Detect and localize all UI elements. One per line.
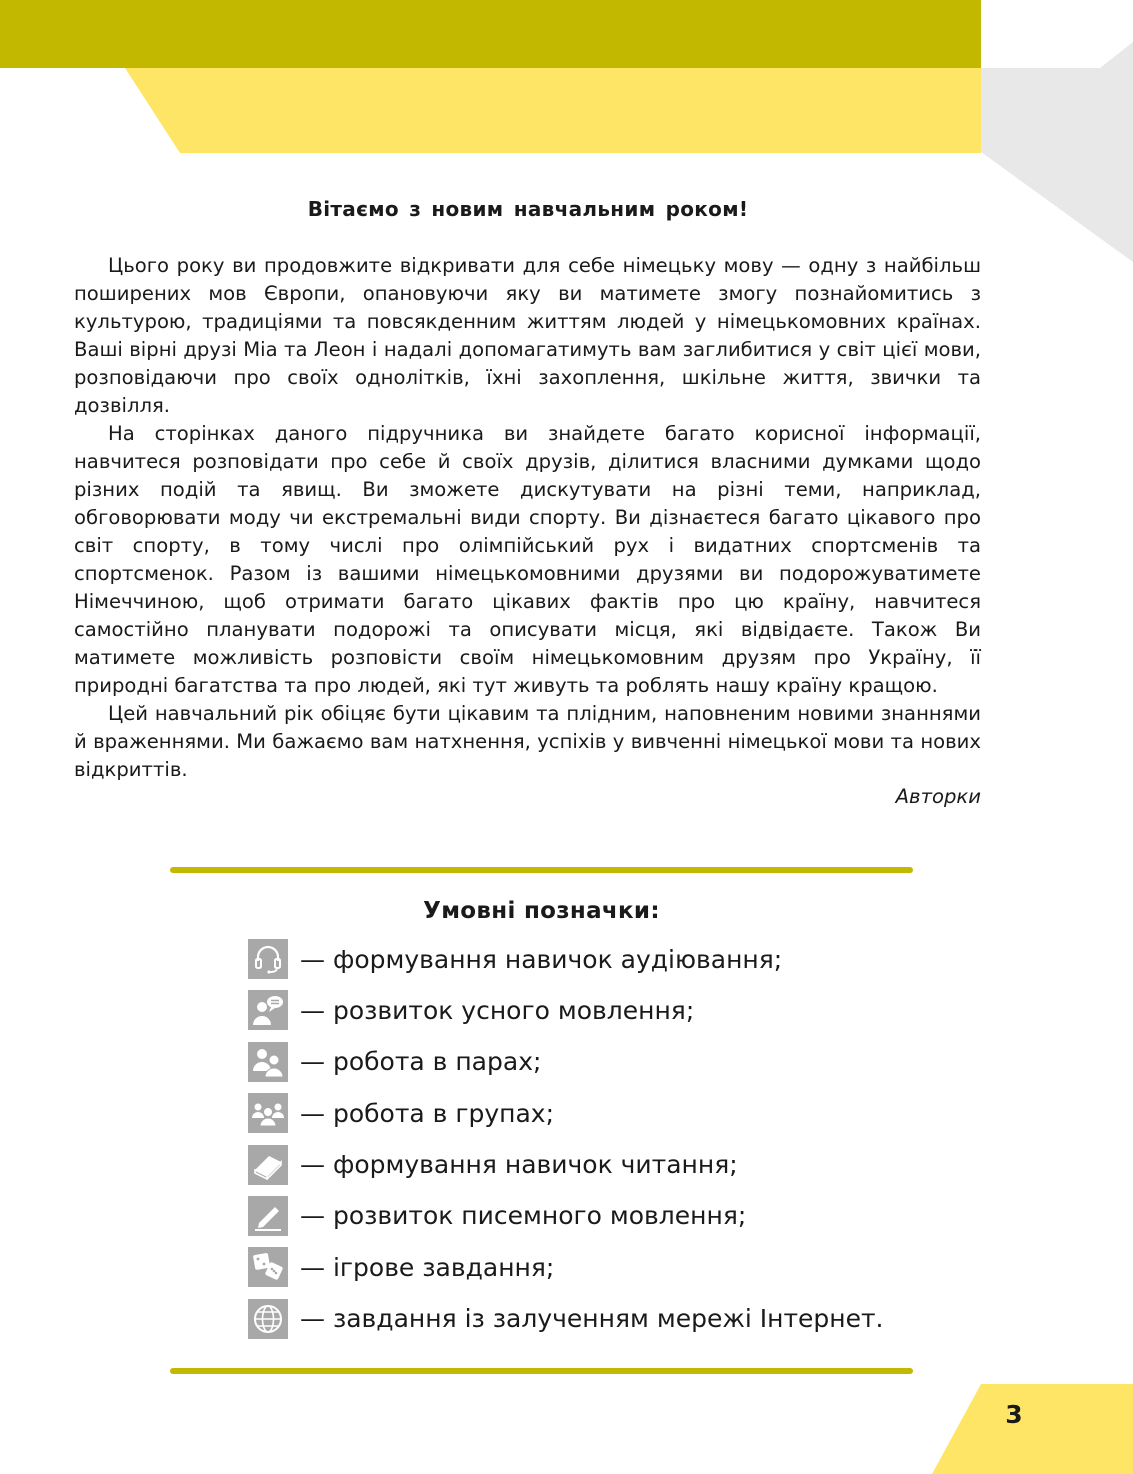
legend-label: — формування навичок аудіювання; — [300, 944, 783, 974]
legend-label: — робота в парах; — [300, 1047, 542, 1077]
letter-paragraph: На сторінках даного підручника ви знайдете багато корисної інформації, навчитеся розповідати про себе й своїх друзів, ділитися власними думками щодо різних подій та явищ. Ви зможете дискутувати на різні теми, наприклад, обговорювати моду чи екстремальні види спорту. Ви дізнаєтеся багато цікавого про світ спорту, в тому числі про олімпійський рух і видатних спортсменів та спортсменок. Разом із вашими німецькомовними друзями ви подорожуватимете Німеччиною, щоб отримати багато цікавих фактів про цю країну, навчитеся самостійно планувати подорожі та описувати місця, які відвідаєте. Також Ви матимете можливість розповісти своїм німецькомовним друзям про Україну, її природні багатства та про людей, які тут живуть та роблять нашу країну кращою. — [74, 422, 981, 697]
legend-label: — завдання із залученням мережі Інтернет. — [300, 1304, 884, 1334]
legend-label: — розвиток усного мовлення; — [300, 995, 695, 1025]
letter-paragraph: Цей навчальний рік обіцяє бути цікавим та плідним, наповненим новими знаннями й враженнями. Ми бажаємо вам натхнення, успіхів у вивченні німецької мови та нових відкриттів. — [74, 702, 981, 781]
legend-label: — формування навичок читання; — [300, 1150, 738, 1180]
legend-label: — робота в групах; — [300, 1098, 555, 1128]
legend-label: — розвиток писемного мовлення; — [300, 1201, 747, 1231]
legend-title: Умовні позначки: — [423, 898, 660, 924]
page-number: 3 — [1005, 1400, 1023, 1429]
legend-label: — ігрове завдання; — [300, 1252, 555, 1282]
greeting-title: Вітаємо з новим навчальним роком! — [307, 197, 749, 221]
signature: Авторки — [895, 785, 981, 808]
letter-paragraph: Цього року ви продовжите відкривати для себе німецьку мову — одну з найбільш поширених мов Європи, опановуючи яку ви матимете змогу познайомитись з культурою, традиціями та повсякденним життям людей у німецькомовних країнах. Ваші вірні друзі Міа та Леон і надалі допомагатимуть вам заглибитися у світ цієї мови, розповідаючи про своїх однолітків, їхні захоплення, шкільне життя, звички та дозвілля. — [74, 254, 981, 417]
